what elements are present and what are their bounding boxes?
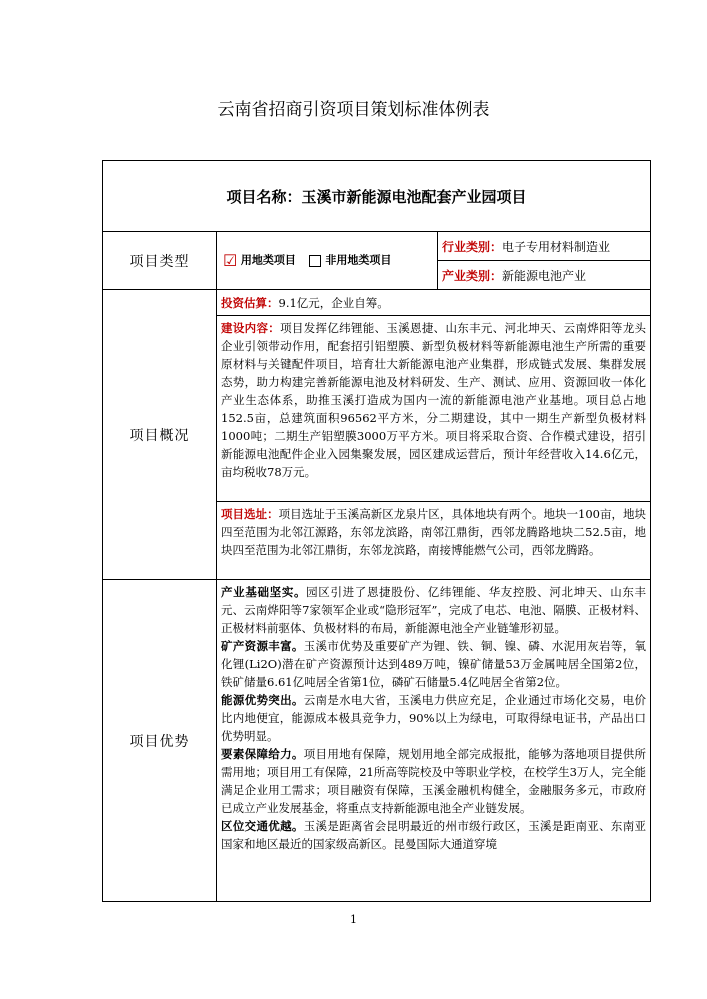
overview-label: 项目概况 [103,290,217,580]
project-type-options [217,232,438,290]
advantage-body: 玉溪是距离省会昆明最近的州市级行政区，玉溪是距南亚、东南亚国家和地区最近的国家级高新区。昆曼国际大通道穿境 [221,819,647,851]
advantage-paragraph [221,637,646,691]
advantages-label: 项目优势 [103,580,217,902]
site-value: 项目选址于玉溪高新区龙泉片区，具体地块有两个。地块一100亩，地块四至范围为北邻江源路，东邻龙滨路，南邻江鼎街，西邻龙腾路地块二52.5亩，地块四至范围为北邻江鼎街，东邻龙滨路，南接博能燃气公司，西邻龙腾路。 [221,507,647,557]
advantage-paragraph [221,817,646,853]
advantage-heading: 矿产资源丰富。 [221,639,304,653]
checked-box-icon[interactable]: ☑ [223,251,238,270]
chain-category [438,261,651,290]
advantage-heading: 要素保障给力。 [221,747,304,761]
advantage-paragraph [221,745,646,817]
unchecked-box-icon[interactable] [309,255,321,267]
advantage-heading: 产业基础坚实。 [221,585,307,599]
advantage-body: 园区引进了恩捷股份、亿纬锂能、华友控股、河北坤天、山东丰元、云南烨阳等7家领军企业或“隐形冠军”，完成了电芯、电池、隔膜、正极材料、正极材料前驱体、负极材料的布局，新能源电池全产业链雏形初显。 [221,585,647,635]
site-label: 项目选址： [221,507,279,521]
advantage-body: 项目用地有保障，规划用地全部完成报批，能够为落地项目提供所需用地；项目用工有保障，21所高等院校及中等职业学校，在校学生3万人，完全能满足企业用工需求；项目融资有保障，玉溪金融机构健全，金融服务多元，市政府已成立产业发展基金，将重点支持新能源电池全产业链发展。 [221,747,647,815]
construction-row [217,316,651,502]
project-table [102,160,651,902]
industry-value: 电子专用材料制造业 [502,239,611,254]
industry-category [438,232,651,261]
advantage-heading: 能源优势突出。 [221,693,304,707]
advantage-heading: 区位交通优越。 [221,819,304,833]
investment-value: 9.1亿元，企业自筹。 [278,295,389,310]
project-type-label: 项目类型 [103,232,217,290]
page-number: 1 [350,913,357,926]
construction-value: 项目发挥亿纬锂能、玉溪恩捷、山东丰元、河北坤天、云南烨阳等龙头企业引领带动作用，配套招引铝塑膜、新型负极材料等新能源电池生产所需的重要原材料与关键配件项目，培育壮大新能源电池产业集群，形成链式发展、集群发展态势，助力构建完善新能源电池及材料研发、生产、测试、应用、资源回收一体化产业生态体系，助推玉溪打造成为国内一流的新能源电池产业基地。项目总占地152.5亩，总建筑面积96562平方米，分二期建设，其中一期生产新型负极材料1000吨；二期生产铝塑膜3000万平方米。项目将采取合资、合作模式建设，招引新能源电池配件企业入园集聚发展，园区建成运营后，预计年经营收入14.6亿元，亩均税收78万元。 [221,321,647,479]
investment-label: 投资估算： [221,295,279,310]
construction-label: 建设内容： [221,321,281,335]
advantage-paragraph [221,691,646,745]
land-project-option: 用地类项目 [240,253,296,267]
advantage-paragraph [221,583,646,637]
advantages-content [217,580,651,902]
chain-value: 新能源电池产业 [502,268,587,283]
advantage-body: 云南是水电大省，玉溪电力供应充足，企业通过市场化交易，电价比内地便宜，能源成本极具竞争力，90%以上为绿电，可取得绿电证书，产品出口优势明显。 [221,693,647,743]
chain-label: 产业类别： [442,268,503,283]
project-name: 项目名称：玉溪市新能源电池配套产业园项目 [103,161,651,232]
nonland-project-option: 非用地类项目 [325,253,392,267]
document-title: 云南省招商引资项目策划标准体例表 [217,100,490,120]
industry-label: 行业类别： [442,239,503,254]
site-row [217,502,651,580]
investment-row [217,290,651,316]
advantage-body: 玉溪市优势及重要矿产为锂、铁、铜、镍、磷、水泥用灰岩等，氧化锂(Li2O)潜在矿产资源预计达到489万吨，镍矿储量53万金属吨居全国第2位，铁矿储量6.61亿吨居全省第1位，磷矿石储量5.4亿吨居全省第2位。 [221,639,647,689]
